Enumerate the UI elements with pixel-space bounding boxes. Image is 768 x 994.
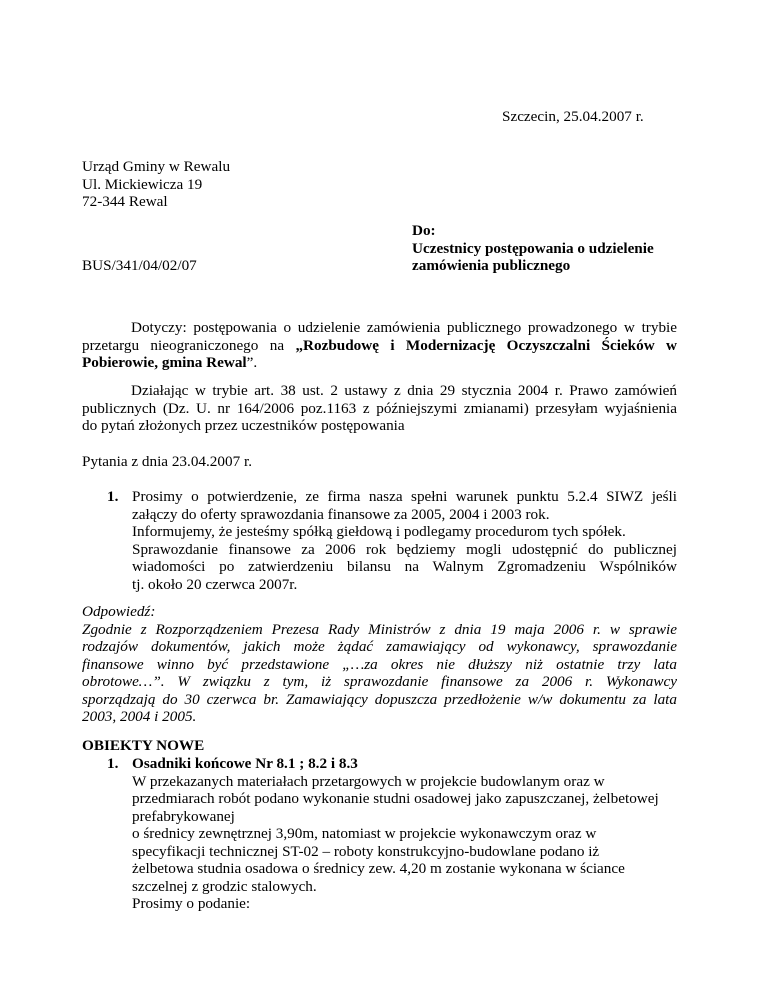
answer-line: obrotowe…”. W związku z tym, iż sprawozdanie finansowe za 2006 r. Wykonawcy [82, 673, 677, 690]
reference-number: BUS/341/04/02/07 [82, 257, 197, 274]
question-1-line: Sprawozdanie finansowe za 2006 rok będziemy mogli udostępnić do publicznej [132, 540, 677, 558]
section-item-1-line: przedmiarach robót podano wykonanie studni osadowej jako zapuszczanej, żelbetowej [132, 790, 659, 807]
intro-line-1: Działając w trybie art. 38 ust. 2 ustawy z dnia 29 stycznia 2004 r. Prawo zamówień [131, 382, 677, 399]
section-item-1 [107, 755, 677, 913]
section-item-1-line: specyfikacji technicznej ST-02 – roboty konstrukcyjno-budowlane podano iż [132, 842, 600, 860]
question-1-line: wiadomości po zatwierdzeniu bilansu na Walnym Zgromadzeniu Wspólników [132, 558, 677, 575]
recipient-line-1: Uczestnicy postępowania o udzielenie [412, 239, 654, 257]
question-1-line: tj. około 20 czerwca 2007r. [132, 575, 298, 593]
subject-line-2 [82, 337, 677, 355]
section-item-1-line: prefabrykowanej [132, 807, 235, 825]
section-item-1-line: szczelnej z grodzic stalowych. [132, 877, 317, 895]
subject-line-1: Dotyczy: postępowania o udzielenie zamówienia publicznego prowadzonego w trybie [131, 319, 677, 336]
answer-line: sporządzają do 30 czerwca br. Zamawiający dopuszcza przedłożenie w/w dokumentu za lata [82, 690, 677, 708]
subject-line-3-suffix: ”. [246, 354, 258, 371]
section-item-1-line: W przekazanych materiałach przetargowych w projekcie budowlanym oraz w [132, 772, 605, 790]
sender-street: Ul. Mickiewicza 19 [82, 175, 203, 193]
answer-block [82, 603, 677, 726]
question-1-line: Informujemy, że jesteśmy spółką giełdową i podlegamy procedurom tych spółek. [132, 523, 626, 540]
questions-date: Pytania z dnia 23.04.2007 r. [82, 453, 252, 470]
intro-line-3: do pytań złożonych przez uczestników postępowania [82, 417, 405, 434]
sender-city: 72-344 Rewal [82, 193, 168, 210]
question-1-body [132, 488, 677, 593]
place-date: Szczecin, 25.04.2007 r. [502, 108, 644, 125]
question-1-line: załączy do oferty sprawozdania finansowe za 2005, 2004 i 2003 rok. [132, 505, 550, 523]
answer-line: 2003, 2004 i 2005. [82, 708, 197, 725]
recipient-label: Do: [412, 222, 436, 239]
answer-line: finansowe winno być przedstawione „…za okres nie dłuższy niż ostatnie trzy lata [82, 655, 677, 673]
section-item-1-body [132, 755, 677, 913]
subject-line-3 [82, 354, 677, 372]
question-1-line: Prosimy o potwierdzenie, ze firma nasza spełni warunek punktu 5.2.4 SIWZ jeśli [132, 488, 677, 505]
recipient-block [412, 222, 654, 275]
section-title: OBIEKTY NOWE [82, 737, 205, 754]
answer-line: rodzajów dokumentów, jakich może żądać zamawiający od wykonawcy, sprawozdanie [82, 638, 677, 655]
section-item-1-line: żelbetowa studnia osadowa o średnicy zew. 4,20 m zostanie wykonana w ściance [132, 860, 625, 877]
question-1-number: 1. [107, 488, 119, 505]
section-item-1-line: o średnicy zewnętrznej 3,90m, natomiast w projekcie wykonawczym oraz w [132, 825, 597, 842]
subject-line-2-text: przetargu nieograniczonego na [82, 336, 296, 354]
intro-line-2: publicznych (Dz. U. nr 164/2006 poz.1163 z późniejszymi zmianami) przesyłam wyjaśnienia [82, 399, 677, 417]
section-item-1-line: Prosimy o podanie: [132, 895, 251, 912]
section-item-1-number: 1. [107, 755, 119, 772]
recipient-line-2: zamówienia publicznego [412, 257, 571, 274]
answer-label: Odpowiedź: [82, 603, 156, 620]
question-1 [107, 488, 677, 593]
subject-title-part-2: Pobierowie, gmina Rewal [82, 354, 247, 371]
section-item-1-heading: Osadniki końcowe Nr 8.1 ; 8.2 i 8.3 [132, 755, 358, 772]
sender-name: Urząd Gminy w Rewalu [82, 158, 231, 175]
intro-paragraph [82, 382, 677, 435]
subject-title-part-1: „Rozbudowę i Modernizację Oczyszczalni Ścieków w [295, 336, 678, 354]
sender-address [82, 158, 230, 211]
answer-line: Zgodnie z Rozporządzeniem Prezesa Rady Ministrów z dnia 19 maja 2006 r. w sprawie [82, 620, 677, 638]
subject-paragraph [82, 319, 677, 372]
